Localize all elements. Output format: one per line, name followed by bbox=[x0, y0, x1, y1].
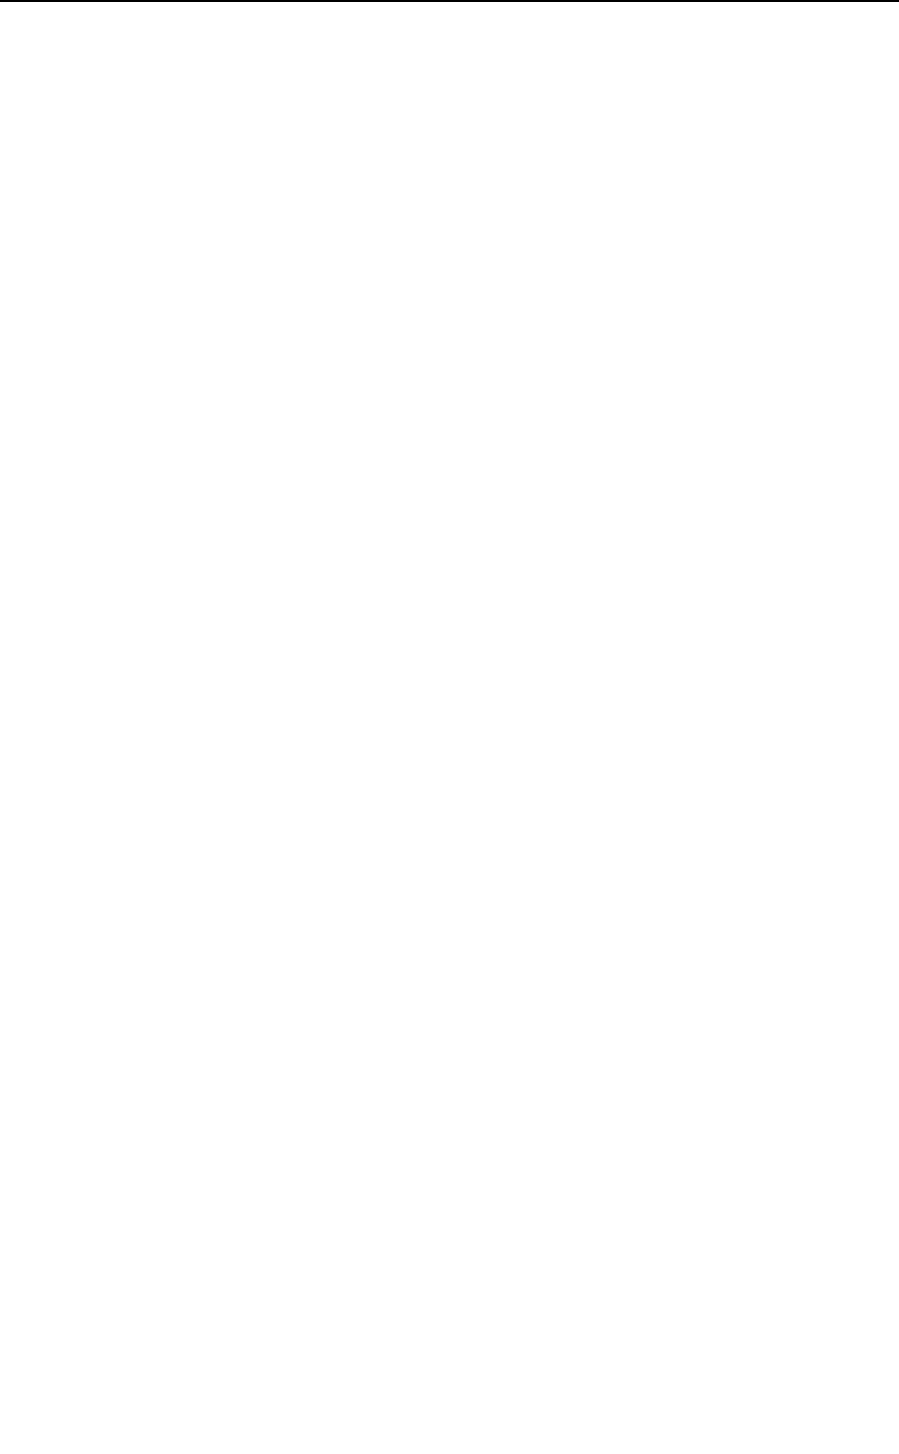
gas-detector-spec-table bbox=[0, 0, 899, 2]
